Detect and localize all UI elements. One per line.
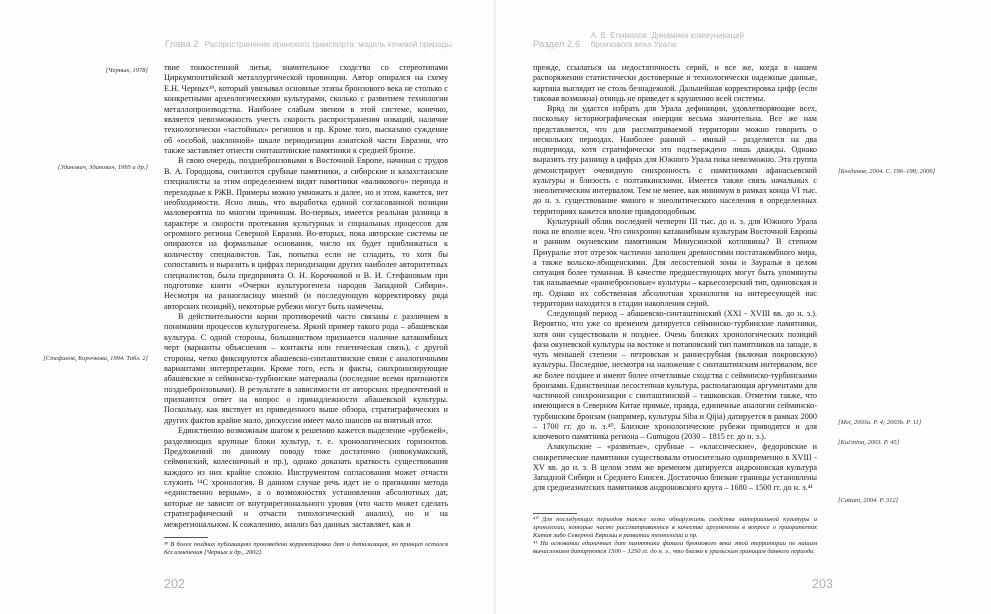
footnote: ⁴¹ На основании единичных дат памятники финала бронзового века этой территории по нашим вычислениям датируются 1500 – 1250 гг. до н. э., что близко к уральским границам данного периода. [533,540,817,555]
right-page-body [533,63,817,494]
paragraph: В действительности корни противоречий часто связаны с различием в понимании процессов культурогенеза. Яркий пример такого рода – абашевская культура. С одной стороны, большинством признается наличие катакомбных черт (варианты объяснения – контакты или генетическая связь), с другой стороны, четко фиксируются абашевско-синташтинские связи с аналогичными вариантами интерпретации. Кроме того, есть и факты, синхронизирующие абашевские и сейминско-турбинские материалы (последние всеми признаются позднебронзовыми). В результате в зависимости от авторских предпочтений и признаются ответ на вопрос о принадлежности абашевской культуры. Поскольку, как явствует из приведенного выше обзора, стратиграфических и других фактов крайне мало, дискуссия имеет мало шансов на внятный итог. [164,312,448,425]
page-number-right: 203 [812,577,833,591]
section-title-line-1: А. В. Епимахов. Динамика коммуникаций [590,31,745,40]
running-header-right [533,31,745,52]
chapter-label: Глава 2 [165,39,199,50]
paragraph: твие тонкостенной литья, значительное сходство со стереотипами Циркумпонтийской металлургической провинции. Автор опирался на схему Е.Н. Черных¹⁹, который увязывал основные этапы бронзового века не столько с конкретными археологическими культурами, сколько с развитием технологии металлопроизводства. Наиболее слабым звеном в этой системе, конечно, является невозможность учесть скорость распространения новаций, наличие технологически «застойных» регионов и пр. Кроме того, высказано суждение об «особой, наклонной» шкале периодизации азиатской части Евразии, что также заставляет отнести синташтинские памятники к средней бронзе. [164,63,448,155]
margin-citation: [Mei, 2003a. P. 4; 2003b. P. 11] [838,419,922,426]
page-number-left: 202 [164,577,185,591]
section-title-line-2: бронзового века Урала [590,39,677,49]
footnote-rule [533,513,577,514]
paragraph: Единственно возможным шагом к решению кажется выделение «рубежей», разделяющих крупные блоки культур, т. е. хронологических горизонтов. Предложений по данному поводу тоже достаточно (новокумакский, сейминский, колесничный и пр.), однако доказать краткость существования каждого из них крайне сложно. Инструментом согласования может отчасти служить ¹⁴С хронология. В данном случае речь идет не о признании метода «единственно верным», а о возможностях установления абсолютных дат, которые не зависят от внутрирегионального уровня (что часто может сделать стратиграфический и отчасти типологический анализ), но и на межрегиональном. К сожалению, анализ баз данных заставляет, как и [164,426,448,529]
section-label: Раздел 2.6 [533,39,581,50]
right-footnotes [533,516,817,556]
paragraph: Вряд ли удастся избрать для Урала дефиниции, удовлетворяющие всех, поскольку историографическая инерция весьма значительна. Все же нам представляется, что для рассматриваемой территории можно говорить о нескольких периодах. Наиболее ранний – ямный – разделяется на два подпериода, хотя стратифически это подтверждено лишь дважды. Однако выразить эту разницу в цифрах для Южного Урала пока невозможно. Эта группа демонстрирует очевидную синхронность с памятниками афанасьевской культуры и близость с полтавкинскими. Имеется также связь начальных с энеолитическим интервалом. Тем не менее, как минимум в рамках конца VI тыс. до н. э. существование ямного и энеолитического населения в определенных территориях кажется вполне правдоподобным. [533,104,817,216]
paragraph: Культурный облик последней четверти III тыс. до н. э. для Южного Урала пока не вполне ясен. Что синхронно катакомбным культурам Восточной Европы и ранним окуневским памятникам Минусинской котловины? В степном Приуралье этот отрезок частично заполнен древностями постатакомбного мира, а также вольско-лбищенскими. Для лесостепной зоны и Зауралья в целом ситуация более туманная. В качестве предшествующих могут быть упомянуты так называемые «раннебронзовые» культуры – карьесозерский тип, одиновская и пр. Однако их собственная абсолютная хронология на интересующей нас территории находится в стадии накопления серий. [533,216,818,308]
margin-citation: [Cattani, 2004. P. 312] [838,497,899,504]
paragraph: Следующий период – абашевско-синташтинский (XXI - XVIII вв. до н. э.). Вероятно, что уже со временем датируется сейминско-турбинские памятники, хотя они существовали и позднее. Очень близких хронологических позиций фаза окуневской культуры на востоке и потаповский тип памятников на западе, в чуть меньшей степени – петровская и раннесрубная (включая покровскую) культуры. Последние, несмотря на наложение с синташтинским интервалом, все же более позднее и имеют более отчетливые сходства с сейминско-турбинскими бронзами. Единственная лесостепная культура, располагающая аргументами для частичной синхронизации с синташтинской – ташковская. Отметим также, что имеющиеся в Северном Китае прямые, правда, единичные аналогии сейминско-турбинским бронзам (например, культуры Siba и Qijia) датируется в рамках 2000 – 1700 гг. до н. э.⁴⁰. Близкие хронологические рубежи приводятся и для ключевого памятника региона – Gumugou (2030 – 1815 гг. до н. э.). [533,309,817,441]
footnote-rule [164,537,208,538]
left-footnotes [164,541,448,557]
margin-citation: [Черных, 1978] [105,67,148,74]
book-gutter [494,0,496,614]
section-title [591,32,744,49]
footnote: ³⁹ В более поздних публикациях произведена корректировка дат и детализация, но принцип остался без изменения [Черных и др., 2002]. [164,541,448,556]
margin-citation: [Стефанов, Корочкова, 1994. Табл. 2] [43,355,148,362]
paragraph: В свою очередь, позднебронзовыми в Восточной Европе, начиная с трудов В. А. Городцова, считаются срубные памятники, а сибирские и казахстанские специалисты за этим определением видят памятники «валиковогo» периода и переходные к РЖВ. Примеры можно умножать и далее, но и этом, кажется, нет необходимости. Ясно лишь, что выработка единой согласованной позиции маловероятна по многим причинам. Во-первых, имеется реальная разница в характере и скорости протекания культурных и социальных процессов для огромного региона Северной Евразии. Во-вторых, пока авторские системы не опираются на формальные основания, число их будет приближаться к количеству специалистов. Так, попытка если не сгладить, то хотя бы сопоставить и выразить в цифрах периодизации других наиболее авторитетных специалистов, была предпринята О. Н. Корочковой и В. И. Стефановым при подготовке книги «Очерки культурогенеза народов Западной Сибири». Несмотря на разногласицу мнений (и последующую корректировку ряда авторских позиций), некоторые рубежи могут быть намечены. [164,156,448,311]
margin-citation: [Богданов, 2004. С. 196–198; 2006] [838,168,936,175]
footnote: ⁴⁰ Для последующих периодов также легко обнаружить сходства материальной культуры и хронологии, которые часто рассматриваются в качестве аргументов в вопросе о приоритетах Китая либо Северной Евразии в развитии технологии и пр. [533,516,817,539]
margin-citation: [Зданович, Зданович, 1995 и др.] [57,164,148,171]
chapter-title: Распространение иранского транспорта: модель кочевой природы [204,40,452,49]
left-page-body [164,63,448,530]
running-header-left [165,34,452,52]
paragraph: прежде, ссылаться на недостаточность серий, и все же, когда в нашем распоряжении статистически достоверные и технологически надежные данные, картина выглядит не столь безнадежной. Дальнейшая корректировка цифр (если таковая возможна) отнюдь не приведет к крушению всей системы. [533,63,817,103]
paragraph: Алакульские – «развитые», срубные – «классические», федоровские и синкретические памятники существовали относительно одновременно в XVIII - XV вв. до н. э. В целом этим же временем датируется андроновская культура Западной Сибири и Среднего Енисея. Достаточно близкие границы установлены для среднеазиатских памятников андроновского круга – 1680 – 1500 гг. до н. э.⁴¹ [533,442,817,493]
margin-citation: [Kui'mina, 2003. P. 45] [838,439,900,446]
